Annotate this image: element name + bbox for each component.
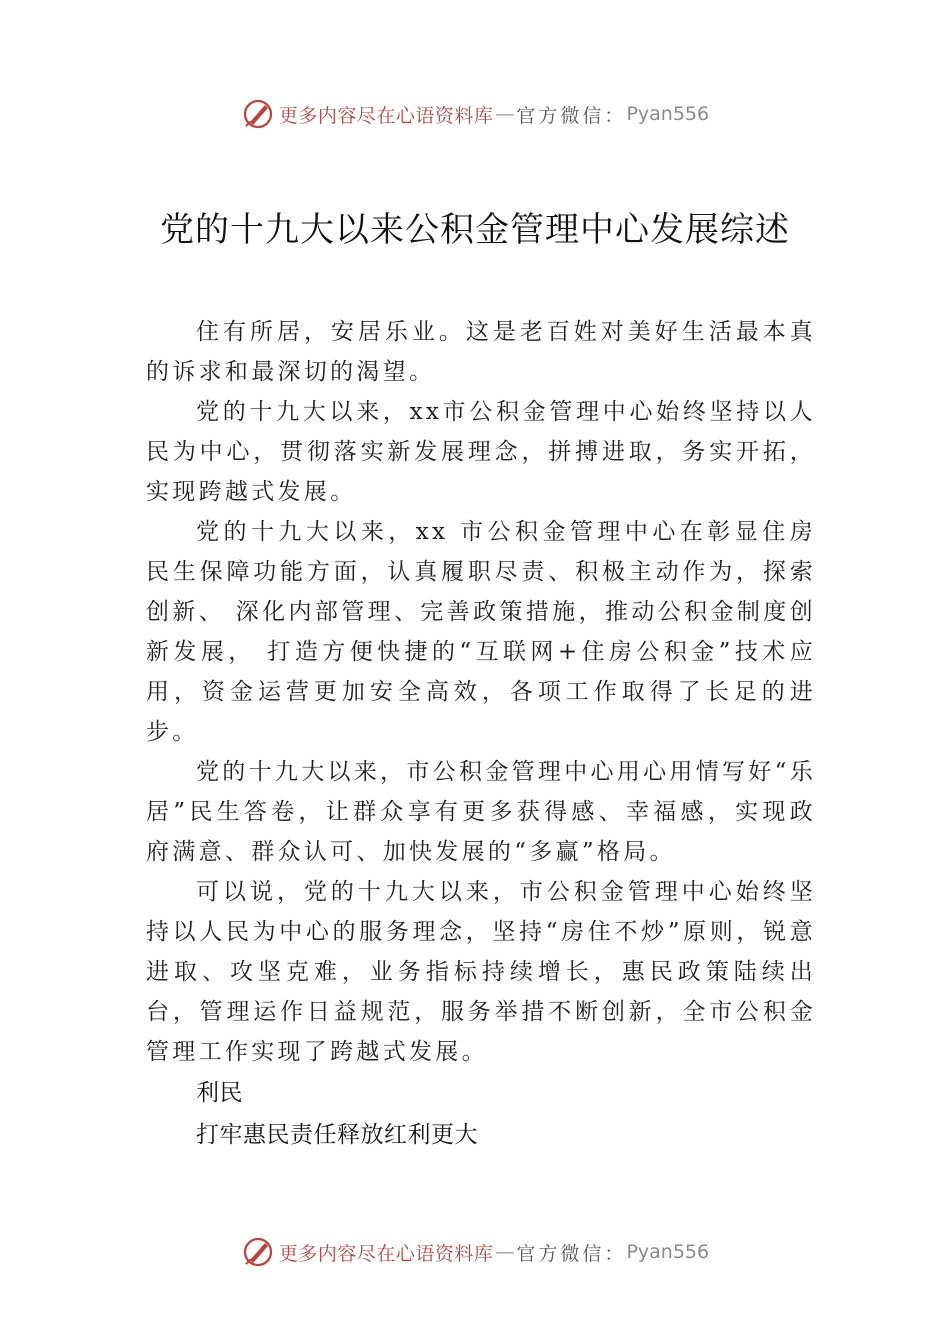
paragraph: 党的十九大以来，xx 市公积金管理中心在彰显住房民生保障功能方面，认真履职尽责、积极主动作为，探索创新、 深化内部管理、完善政策措施，推动公积金制度创新发展， 打造方便快捷的“互联网+住房公积金”技术应用，资金运营更加安全高效，各项工作取得了长足的进步。 — [146, 519, 816, 745]
watermark-text: 更多内容尽在心语资料库 — [278, 104, 494, 127]
pen-logo-icon — [241, 1235, 275, 1269]
watermark-label: 官方微信： — [516, 104, 627, 127]
paragraph: 可以说，党的十九大以来，市公积金管理中心始终坚持以人民为中心的服务理念，坚持“房住不炒”原则，锐意进取、攻坚克难，业务指标持续增长，惠民政策陆续出台，管理运作日益规范，服务举措不断创新，全市公积金管理工作实现了跨越式发展。 — [146, 879, 816, 1065]
watermark-id: Pyan556 — [626, 1241, 710, 1263]
paragraph: 住有所居，安居乐业。这是老百姓对美好生活最本真的诉求和最深切的渴望。 — [146, 319, 816, 385]
paragraph: 党的十九大以来，xx市公积金管理中心始终坚持以人民为中心，贯彻落实新发展理念，拼搏进取，务实开拓，实现跨越式发展。 — [146, 399, 816, 505]
pen-logo-icon — [241, 97, 275, 131]
watermark-separator: — — [495, 1241, 515, 1263]
paragraph: 党的十九大以来，市公积金管理中心用心用情写好“乐居”民生答卷，让群众享有更多获得感、幸福感，实现政府满意、群众认可、加快发展的“多赢”格局。 — [146, 759, 816, 865]
section-subheading: 打牢惠民责任释放红利更大 — [196, 1122, 478, 1148]
header-watermark — [0, 94, 950, 134]
watermark-separator: — — [495, 103, 515, 125]
watermark-label: 官方微信： — [516, 1242, 627, 1265]
watermark-text: 更多内容尽在心语资料库 — [278, 1242, 494, 1265]
section-heading: 利民 — [196, 1080, 243, 1106]
footer-watermark — [0, 1232, 950, 1272]
document-title: 党的十九大以来公积金管理中心发展综述 — [160, 210, 790, 250]
document-body — [146, 312, 816, 1156]
watermark-id: Pyan556 — [626, 103, 710, 125]
